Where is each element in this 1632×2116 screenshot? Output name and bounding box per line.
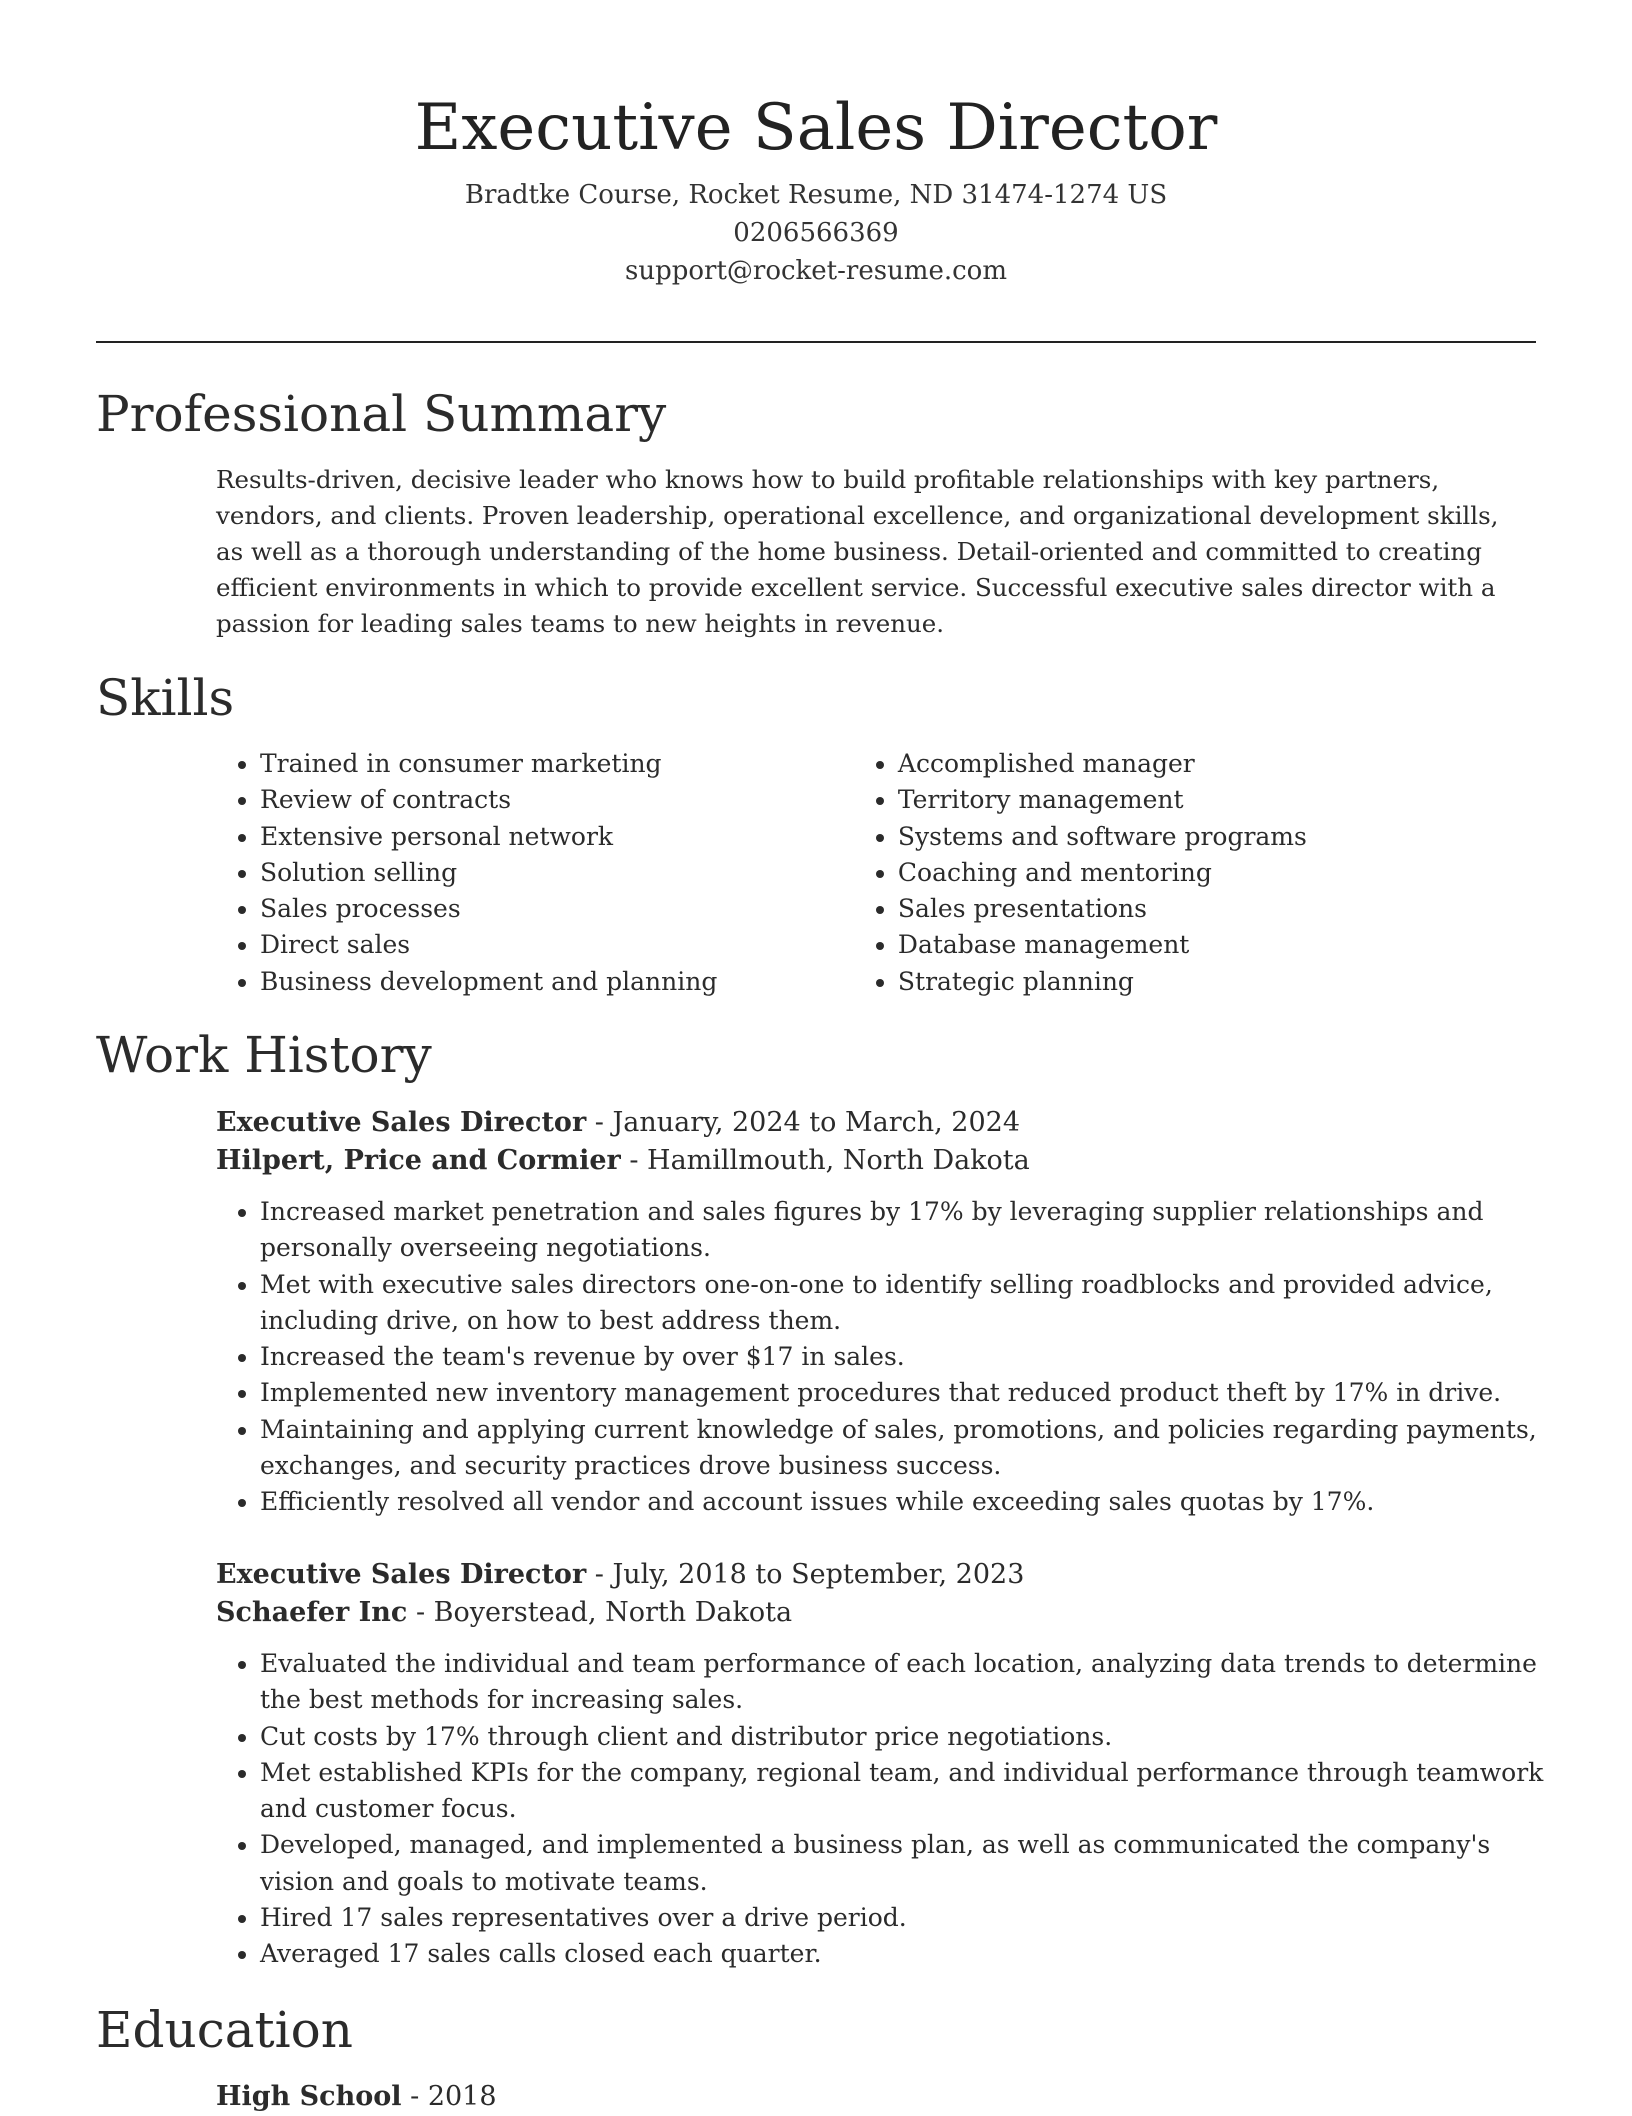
skill-item: • Coaching and mentoring: [898, 855, 1536, 891]
job-company-line: [216, 1142, 1536, 1180]
job-bullet: • Implemented new inventory management procedures that reduced product theft by 17% in drive.: [260, 1375, 1550, 1411]
skills-column-2: [854, 746, 1536, 1000]
job-company: Hilpert, Price and Cormier: [216, 1145, 621, 1176]
work-history-heading: Work History: [96, 1026, 432, 1084]
job-title: Executive Sales Director: [216, 1107, 587, 1138]
job-company-line: [216, 1594, 1536, 1632]
job-bullets: [216, 1646, 1550, 1973]
job-bullet: • Maintaining and applying current knowledge of sales, promotions, and policies regarding payments, exchanges, and security practices drove business success.: [260, 1412, 1550, 1485]
skill-item: • Territory management: [898, 782, 1536, 818]
job-location: - Hamillmouth, North Dakota: [620, 1145, 1030, 1176]
education-year: - 2018: [401, 2081, 497, 2112]
job-bullet: • Cut costs by 17% through client and distributor price negotiations.: [260, 1719, 1550, 1755]
skill-item: • Accomplished manager: [898, 746, 1536, 782]
skills-heading: Skills: [96, 669, 235, 727]
skill-item: • Systems and software programs: [898, 819, 1536, 855]
job-company: Schaefer Inc: [216, 1597, 408, 1628]
skill-item: • Sales processes: [260, 891, 854, 927]
job-bullet: • Averaged 17 sales calls closed each quarter.: [260, 1936, 1550, 1972]
job-title-line: [216, 1556, 1536, 1594]
skill-item: • Business development and planning: [260, 964, 854, 1000]
skill-item: • Strategic planning: [898, 964, 1536, 1000]
job-bullet: • Increased the team's revenue by over $17 in sales.: [260, 1339, 1550, 1375]
skills-column-1: [216, 746, 854, 1000]
job-bullet: • Efficiently resolved all vendor and account issues while exceeding sales quotas by 17%.: [260, 1484, 1550, 1520]
skills-list: [216, 746, 1536, 1000]
skill-item: • Extensive personal network: [260, 819, 854, 855]
education-degree: High School: [216, 2081, 402, 2112]
resume-title: Executive Sales Director: [414, 91, 1218, 165]
contact-address: Bradtke Course, Rocket Resume, ND 31474-1274 US: [464, 180, 1168, 210]
job-title: Executive Sales Director: [216, 1559, 587, 1590]
job-entry: [216, 1104, 1536, 1521]
job-location: - Boyerstead, North Dakota: [407, 1597, 793, 1628]
contact-phone: 0206566369: [733, 218, 899, 248]
skill-item: • Direct sales: [260, 927, 854, 963]
contact-email: support@rocket-resume.com: [624, 256, 1007, 286]
contact-info: [0, 176, 1632, 290]
skill-item: • Sales presentations: [898, 891, 1536, 927]
summary-text: Results-driven, decisive leader who knows how to build profitable relationships with key partners, vendors, and clients. Proven leadership, operational excellence, and organizational development skills, as well as a thorough understanding of the home business. Detail-oriented and committed to creating efficient environments in which to provide excellent service. Successful executive sales director with a passion for leading sales teams to new heights in revenue.: [216, 465, 1499, 638]
job-bullet: • Met with executive sales directors one-on-one to identify selling roadblocks and provided advice, including drive, on how to best address them.: [260, 1267, 1550, 1340]
education-entry: [216, 2078, 497, 2116]
job-bullet: • Met established KPIs for the company, regional team, and individual performance through teamwork and customer focus.: [260, 1755, 1550, 1828]
header-divider: [96, 341, 1536, 343]
resume-header: [0, 80, 1632, 290]
job-dates: - July, 2018 to September, 2023: [586, 1559, 1025, 1590]
job-bullet: • Evaluated the individual and team performance of each location, analyzing data trends to determine the best methods for increasing sales.: [260, 1646, 1550, 1719]
skill-item: • Database management: [898, 927, 1536, 963]
summary-heading: Professional Summary: [96, 385, 667, 443]
job-dates: - January, 2024 to March, 2024: [586, 1107, 1021, 1138]
job-bullet: • Hired 17 sales representatives over a drive period.: [260, 1900, 1550, 1936]
skill-item: • Review of contracts: [260, 782, 854, 818]
education-heading: Education: [96, 2001, 353, 2059]
job-title-line: [216, 1104, 1536, 1142]
job-entry: [216, 1556, 1544, 1973]
job-bullet: • Increased market penetration and sales figures by 17% by leveraging supplier relationships and personally overseeing negotiations.: [260, 1194, 1550, 1267]
job-bullet: • Developed, managed, and implemented a business plan, as well as communicated the company's vision and goals to motivate teams.: [260, 1827, 1550, 1900]
job-bullets: [216, 1194, 1550, 1521]
skill-item: • Solution selling: [260, 855, 854, 891]
skill-item: • Trained in consumer marketing: [260, 746, 854, 782]
